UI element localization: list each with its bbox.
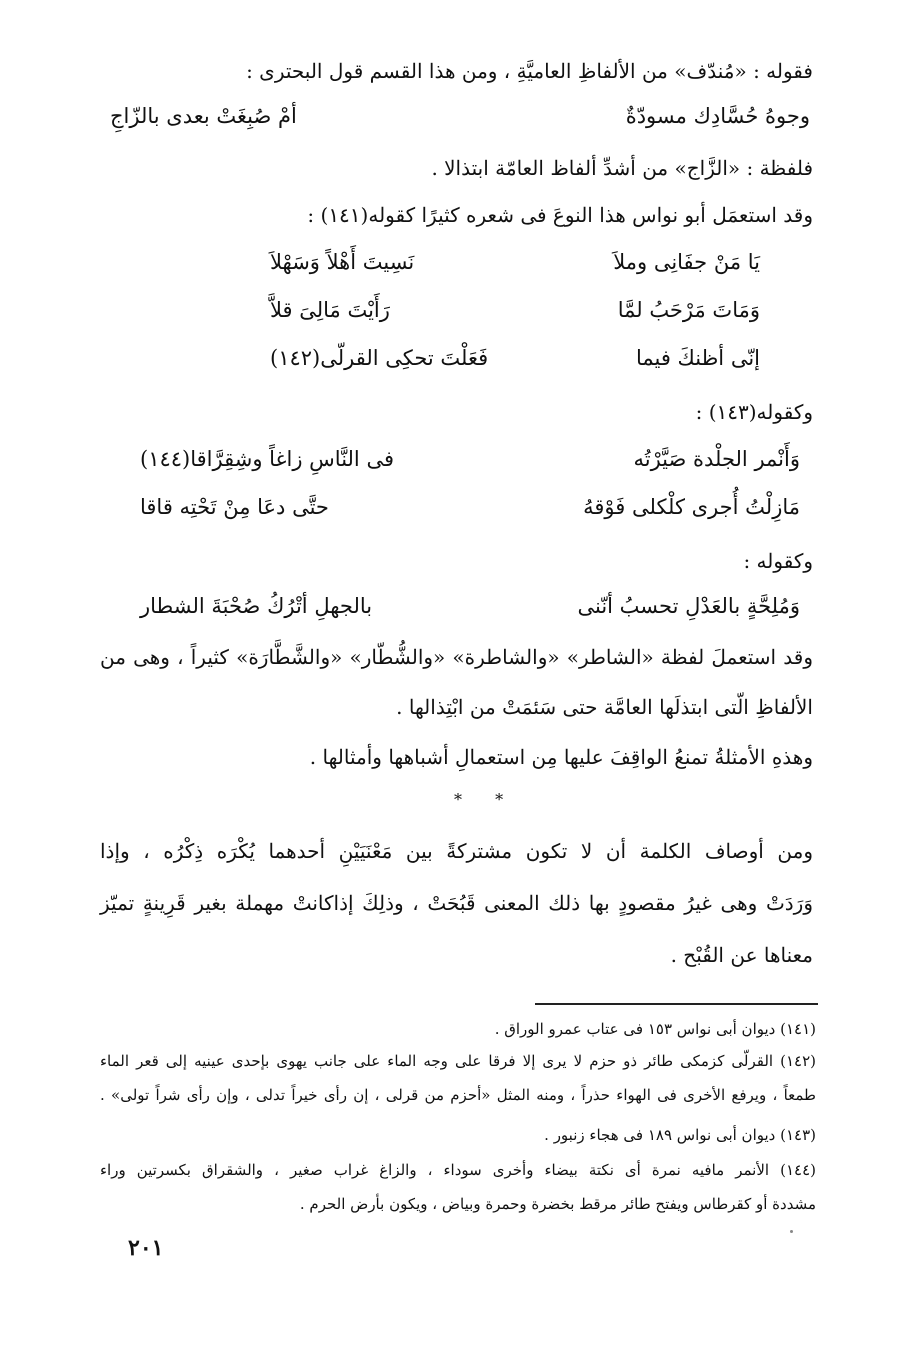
paragraph-6-line-1: وقد استعملَ لفظة «الشاطر» «والشاطرة» «والشُّطّار» «والشَّطَّارَة» كثيراً ، وهى من bbox=[100, 645, 813, 669]
paragraph-6-line-2: الألفاظِ الّتى ابتذلَها العامَّة حتى سَئمَتْ من ابْتِذالها . bbox=[396, 695, 813, 719]
footnote-142-line-1: (١٤٢) القرلّى كزمكى طائر ذو حزم لا يرى إلا فرقا على وجه الماء على جانب يهوى بإحدى عينيه إلى قعر الماء bbox=[100, 1052, 816, 1070]
verse-2-first-hemistich: يَا مَنْ جفَانِى وملاَ bbox=[613, 250, 760, 274]
verse-7-second-hemistich: بالجهلِ أتْرُكُ صُحْبَةَ الشطار bbox=[140, 594, 373, 618]
verse-4 bbox=[270, 342, 760, 374]
verse-2 bbox=[270, 246, 760, 278]
paragraph-7: وهذهِ الأمثلةُ تمنعُ الواقِفَ عليها مِن استعمالِ أشباهها وأمثالها . bbox=[309, 745, 813, 769]
verse-3 bbox=[270, 294, 760, 326]
footnote-142-line-2: طمعاً ، ويرفع الأخرى فى الهواء حذراً ، ومنه المثل «أحزم من قرلى ، إن رأى خيراً تدلى ، وإن رأى شراً تولى» . bbox=[100, 1086, 816, 1104]
paragraph-8-line-2: وَرَدَتْ وهى غيرُ مقصودٍ بها ذلك المعنى قَبُحَتْ ، وذلِكَ إذاكانتْ مهملة بغير قَرِينةٍ تميّز bbox=[100, 891, 813, 915]
verse-3-second-hemistich: رَأَيْتَ مَالِىَ قلاَّ bbox=[270, 298, 390, 322]
paragraph-4: وكقوله(١٤٣) : bbox=[695, 400, 813, 424]
verse-5-first-hemistich: وَأَنْمر الجلْدة صَيَّرْتُه bbox=[633, 447, 800, 471]
footnote-divider bbox=[535, 1003, 818, 1005]
paragraph-1: فقوله : «مُندّف» من الألفاظِ العاميَّةِ ، ومن هذا القسم قول البحترى : bbox=[246, 59, 813, 83]
verse-1-first-hemistich: وجوهُ حُسَّادِك مسودّةٌ bbox=[625, 104, 810, 128]
verse-1 bbox=[110, 100, 810, 132]
footnote-144-line-2: مشددة أو كقرطاس ويفتح طائر مرقط بخضرة وحمرة وبياض ، ويكون بأرض الحرم . bbox=[299, 1195, 816, 1213]
verse-5-second-hemistich: فى النَّاسِ زاغاً وشِقِرَّاقا(١٤٤) bbox=[140, 447, 394, 471]
paragraph-8-line-1: ومن أوصاف الكلمة أن لا تكون مشتركةً بين مَعْنَيَيْنِ أحدهما يُكْرَه ذِكْرُه ، وإذا bbox=[100, 839, 813, 863]
paragraph-8-line-3: معناها عن القُبْح . bbox=[670, 943, 813, 967]
page-number: ٢٠١ bbox=[128, 1235, 164, 1261]
verse-6-first-hemistich: مَازِلْتُ أُجرى كلْكلى فَوْقهُ bbox=[583, 495, 800, 519]
verse-2-second-hemistich: نَسِيتَ أَهْلاً وَسَهْلاَ bbox=[270, 250, 415, 274]
speck bbox=[790, 1230, 793, 1233]
verse-7-first-hemistich: وَمُلِحَّةٍ بالعَدْلِ تحسبُ أنّنى bbox=[577, 594, 800, 618]
verse-1-second-hemistich: أمْ صُبِغَتْ بعدى بالزّاجِ bbox=[110, 104, 297, 128]
verse-6-second-hemistich: حتَّى دعَا مِنْ تَحْتِه قاقا bbox=[140, 495, 329, 519]
verse-3-first-hemistich: وَمَاتَ مَرْحَبُ لمَّا bbox=[617, 298, 760, 322]
footnote-144-line-1: (١٤٤) الأنمر مافيه نمرة أى نكتة بيضاء وأخرى سوداء ، والزاغ غراب صغير ، والشقراق بكسرتين وراء bbox=[100, 1161, 816, 1179]
verse-4-second-hemistich: فَعَلْتَ تحكِى القرلّى(١٤٢) bbox=[270, 346, 489, 370]
footnote-143: (١٤٣) ديوان أبى نواس ١٨٩ فى هجاء زنبور . bbox=[544, 1126, 816, 1144]
paragraph-3: وقد استعمَل أبو نواس هذا النوعَ فى شعره كثيرًا كقوله(١٤١) : bbox=[307, 203, 813, 227]
verse-6 bbox=[140, 491, 800, 523]
paragraph-2: فلفظة : «الزَّاج» من أشدِّ ألفاظ العامّة ابتذالا . bbox=[431, 156, 813, 180]
verse-5 bbox=[140, 443, 800, 475]
verse-4-first-hemistich: إنّى أظنكَ فيما bbox=[635, 346, 760, 370]
paragraph-5: وكقوله : bbox=[743, 549, 813, 573]
section-separator: * * bbox=[454, 790, 518, 809]
verse-7 bbox=[140, 590, 800, 622]
footnote-141: (١٤١) ديوان أبى نواس ١٥٣ فى عتاب عمرو الوراق . bbox=[494, 1020, 816, 1038]
